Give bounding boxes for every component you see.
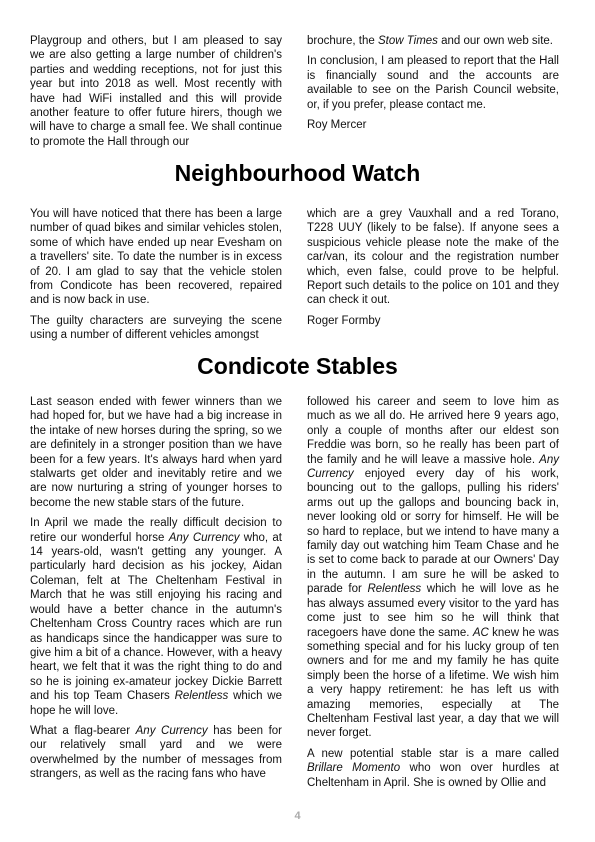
hall-right-paragraph-2: In conclusion, I am pleased to report that the Hall is financially sound and the accounts are available to see on the Parish Council website, or, if you prefer, please contact me. bbox=[307, 55, 559, 111]
stables-left-column bbox=[30, 395, 282, 788]
hall-signature: Roy Mercer bbox=[307, 119, 367, 132]
nw-left-column bbox=[30, 207, 282, 349]
hall-left-column bbox=[30, 34, 282, 155]
nw-right-paragraph-1: which are a grey Vauxhall and a red Torano, T228 UUY (likely to be false). If anyone sees a suspicious vehicle please note the make of the car/van, its colour and the registration number which, even false, could prove to be helpful. Report such details to the police on 101 and they can check it out. bbox=[307, 208, 559, 307]
page-number: 4 bbox=[294, 810, 301, 822]
stables-right-column bbox=[307, 395, 559, 796]
stables-left-paragraph-3: What a flag-bearer Any Currency has been for our relatively small yard and we were overwhelmed by the number of messages from strangers, as well as the racing fans who have bbox=[30, 724, 282, 781]
nw-signature: Roger Formby bbox=[307, 314, 381, 327]
stables-left-paragraph-2: In April we made the really difficult decision to retire our wonderful horse Any Currency who, at 14 years-old, wasn't getting any younger. A particularly hard decision as his jockey, Aidan Coleman, felt at The Cheltenham Festival in March that he was still enjoying his racing and would have a better chance in the autumn's Cheltenham Cross Country races which are run as handicaps since the handicapper was sure to give him a bit of a chance. However, with a heavy heart, we felt that it was the right thing to do and so he is joining ex-amateur jockey Dickie Barrett and his top Team Chasers Relentless which we hope he will love. bbox=[30, 517, 282, 717]
condicote-stables-heading: Condicote Stables bbox=[197, 353, 398, 379]
stables-left-paragraph-1: Last season ended with fewer winners than we had hoped for, but we have had a big increase in the intake of new horses during the spring, so we are definitely in a stronger position than we have been for a few years. It's always hard when yard stalwarts get older and inevitably retire and we are now nurturing a string of younger horses to become the new stable stars of the future. bbox=[30, 396, 282, 509]
neighbourhood-watch-heading: Neighbourhood Watch bbox=[174, 160, 421, 186]
stables-right-paragraph-1: followed his career and seem to love him as much as we all do. He arrived here 9 years ago, only a couple of months after our eldest son Freddie was born, so he really has been part of the family and he will leave a massive hole. Any Currency enjoyed every day of his work, bouncing out to the gallops, pulling his riders' arms out up the gallops and bouncing back in, never looking old or sorry for himself. He will be so hard to replace, but we intend to have many a family day out watching him Team Chase and he is set to come back to parade at our Owners' Day in the autumn. I am sure he will be asked to parade for Relentless which he will love as he has always assumed every visitor to the yard has come just to see him so he will think that racegoers have done the same. AC knew he was something special and for his lucky group of ten owners and for me and my family he has quite simply been the horse of a lifetime. We wish him a very happy retirement: he has left us with amazing memories, especially at The Cheltenham Festival last year, a day that we will never forget. bbox=[307, 396, 559, 740]
nw-right-column bbox=[307, 207, 559, 334]
hall-left-paragraph: Playgroup and others, but I am pleased to say we are also getting a large number of children's parties and wedding receptions, not for just this year but into 2018 as well. Most recently with have had WiFi installed and this will provide another feature to offer future hirers, though we will have to charge a small fee. We shall continue to promote the Hall through our bbox=[30, 35, 282, 148]
hall-right-paragraph-1: brochure, the Stow Times and our own web site. bbox=[307, 35, 554, 47]
nw-left-paragraph-2: The guilty characters are surveying the scene using a number of different vehicles amongst bbox=[30, 314, 282, 342]
stables-right-paragraph-2: A new potential stable star is a mare called Brillare Momento who won over hurdles at Cheltenham in April. She is owned by Ollie and bbox=[307, 747, 559, 789]
nw-left-paragraph-1: You will have noticed that there has been a large number of quad bikes and similar vehicles stolen, some of which have ended up near Evesham on a travellers' site. To date the number is in excess of 20. I am glad to say that the vehicle stolen from Condicote has been recovered, repaired and is now back in use. bbox=[30, 208, 282, 307]
hall-right-column bbox=[307, 34, 559, 138]
